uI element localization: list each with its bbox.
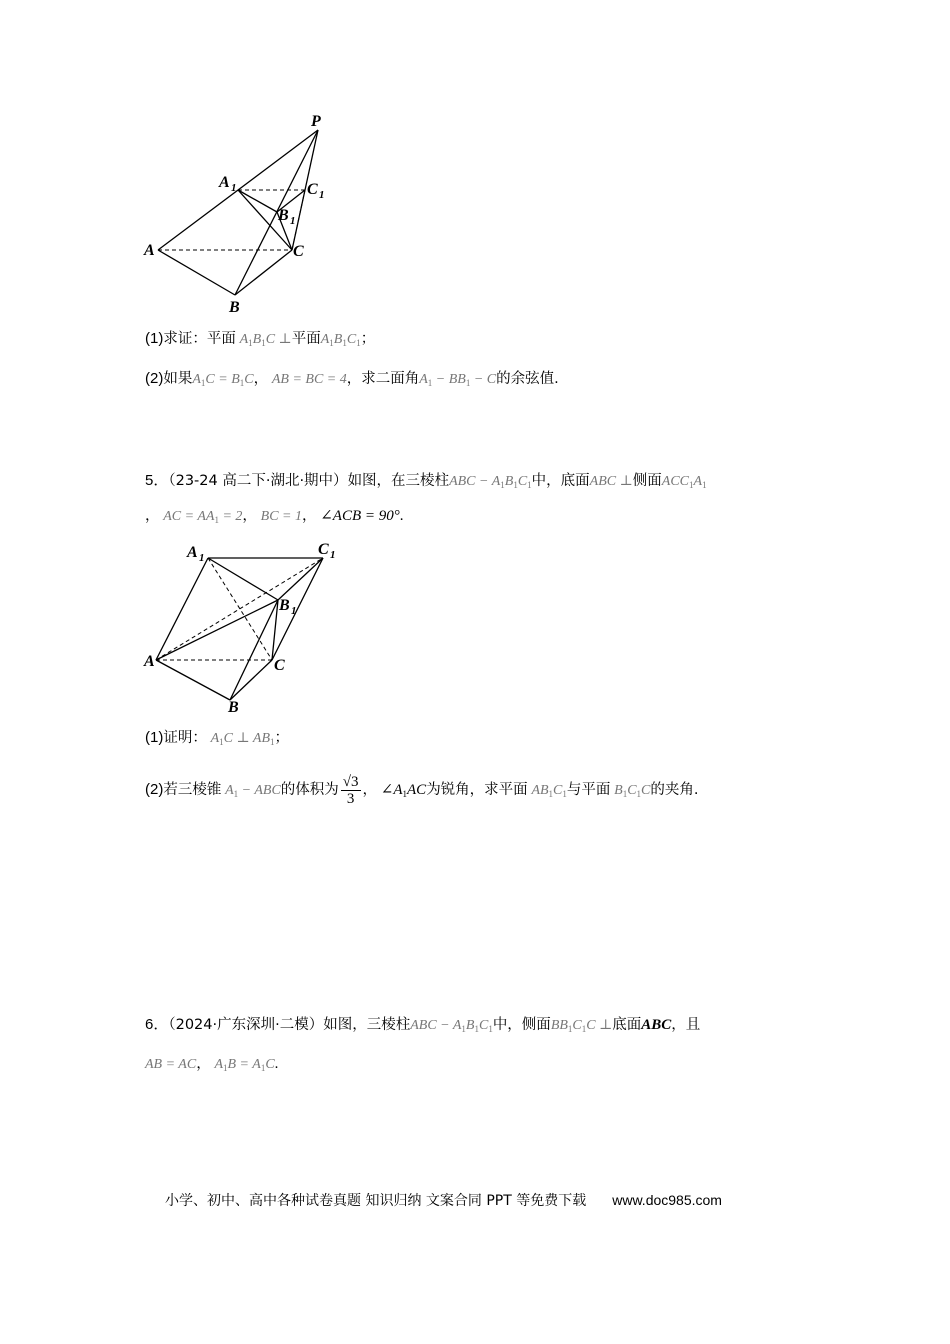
q6-stem-line2: AB = AC， $A_1B = A_1C$. — [145, 1056, 279, 1073]
label-p: P — [311, 113, 321, 130]
page-footer — [165, 1190, 722, 1210]
fraction-sqrt3-over-3: $\frac{√3}{3}$ — [342, 774, 359, 808]
q5-stem-line2: ， AC = $AA_1 = 2$， BC = 1， ∠ACB = 90°. — [145, 508, 404, 525]
q5-stem-line1: 5．（23-24 高二下·湖北·期中）如图，在三棱柱ABC − $A_1B_1C_1$中，底面ABC ⊥侧面$ACC_1A_1$ — [145, 472, 707, 490]
figure-triangular-prism — [140, 540, 350, 715]
label-a1-sub: 1 — [231, 182, 237, 194]
label-c: C — [274, 657, 285, 674]
svg-text:1: 1 — [291, 605, 297, 617]
label-c1-sub: 1 — [319, 189, 325, 201]
label-b: B — [228, 699, 239, 715]
q5-part1: (1)证明： $A_1C$ ⊥ $AB_1$； — [145, 729, 290, 747]
q5-part2: (2)若三棱锥 $A_1$ − ABC的体积为 $\frac{√3}{3}$ ， $\angle A_1AC$为锐角，求平面 $AB_1C_1$与平面 $B_1C_1C$的夹角. — [145, 774, 699, 808]
label-c1: C — [307, 181, 318, 198]
math-a1b1c: $A_1B_1C$ ⊥ — [239, 332, 292, 348]
footer-url[interactable]: www.doc985.com — [612, 1192, 722, 1208]
label-a1: A — [219, 174, 230, 191]
q4-part2: (2)如果$A_1C = B_1C$， AB = BC = 4，求二面角$A_1 - BB_1 - C$的余弦值. — [145, 370, 559, 388]
footer-text: 小学、初中、高中各种试卷真题 知识归纳 文案合同 PPT 等免费下载 — [165, 1193, 587, 1209]
q6-stem-line1: 6．（2024·广东深圳·二模）如图，三棱柱ABC − $A_1B_1C_1$中，侧面$BB_1C_1C$ ⊥底面ABC，且 — [145, 1016, 701, 1034]
label-b1: B — [278, 207, 289, 224]
q4-part1: (1)求证：平面 $A_1B_1C$ ⊥平面$A_1B_1C_1$； — [145, 330, 376, 348]
figure-pyramid-prism — [140, 110, 340, 315]
svg-text:1: 1 — [199, 552, 205, 564]
label-a: A — [144, 242, 155, 259]
svg-text:1: 1 — [330, 549, 336, 561]
label-b1: B — [279, 597, 290, 614]
label-a1: A — [187, 544, 198, 561]
label-a: A — [144, 653, 155, 670]
label-b1-sub: 1 — [290, 215, 296, 227]
label-c1: C — [318, 541, 329, 558]
label-b: B — [229, 299, 240, 315]
label-c: C — [293, 243, 304, 260]
